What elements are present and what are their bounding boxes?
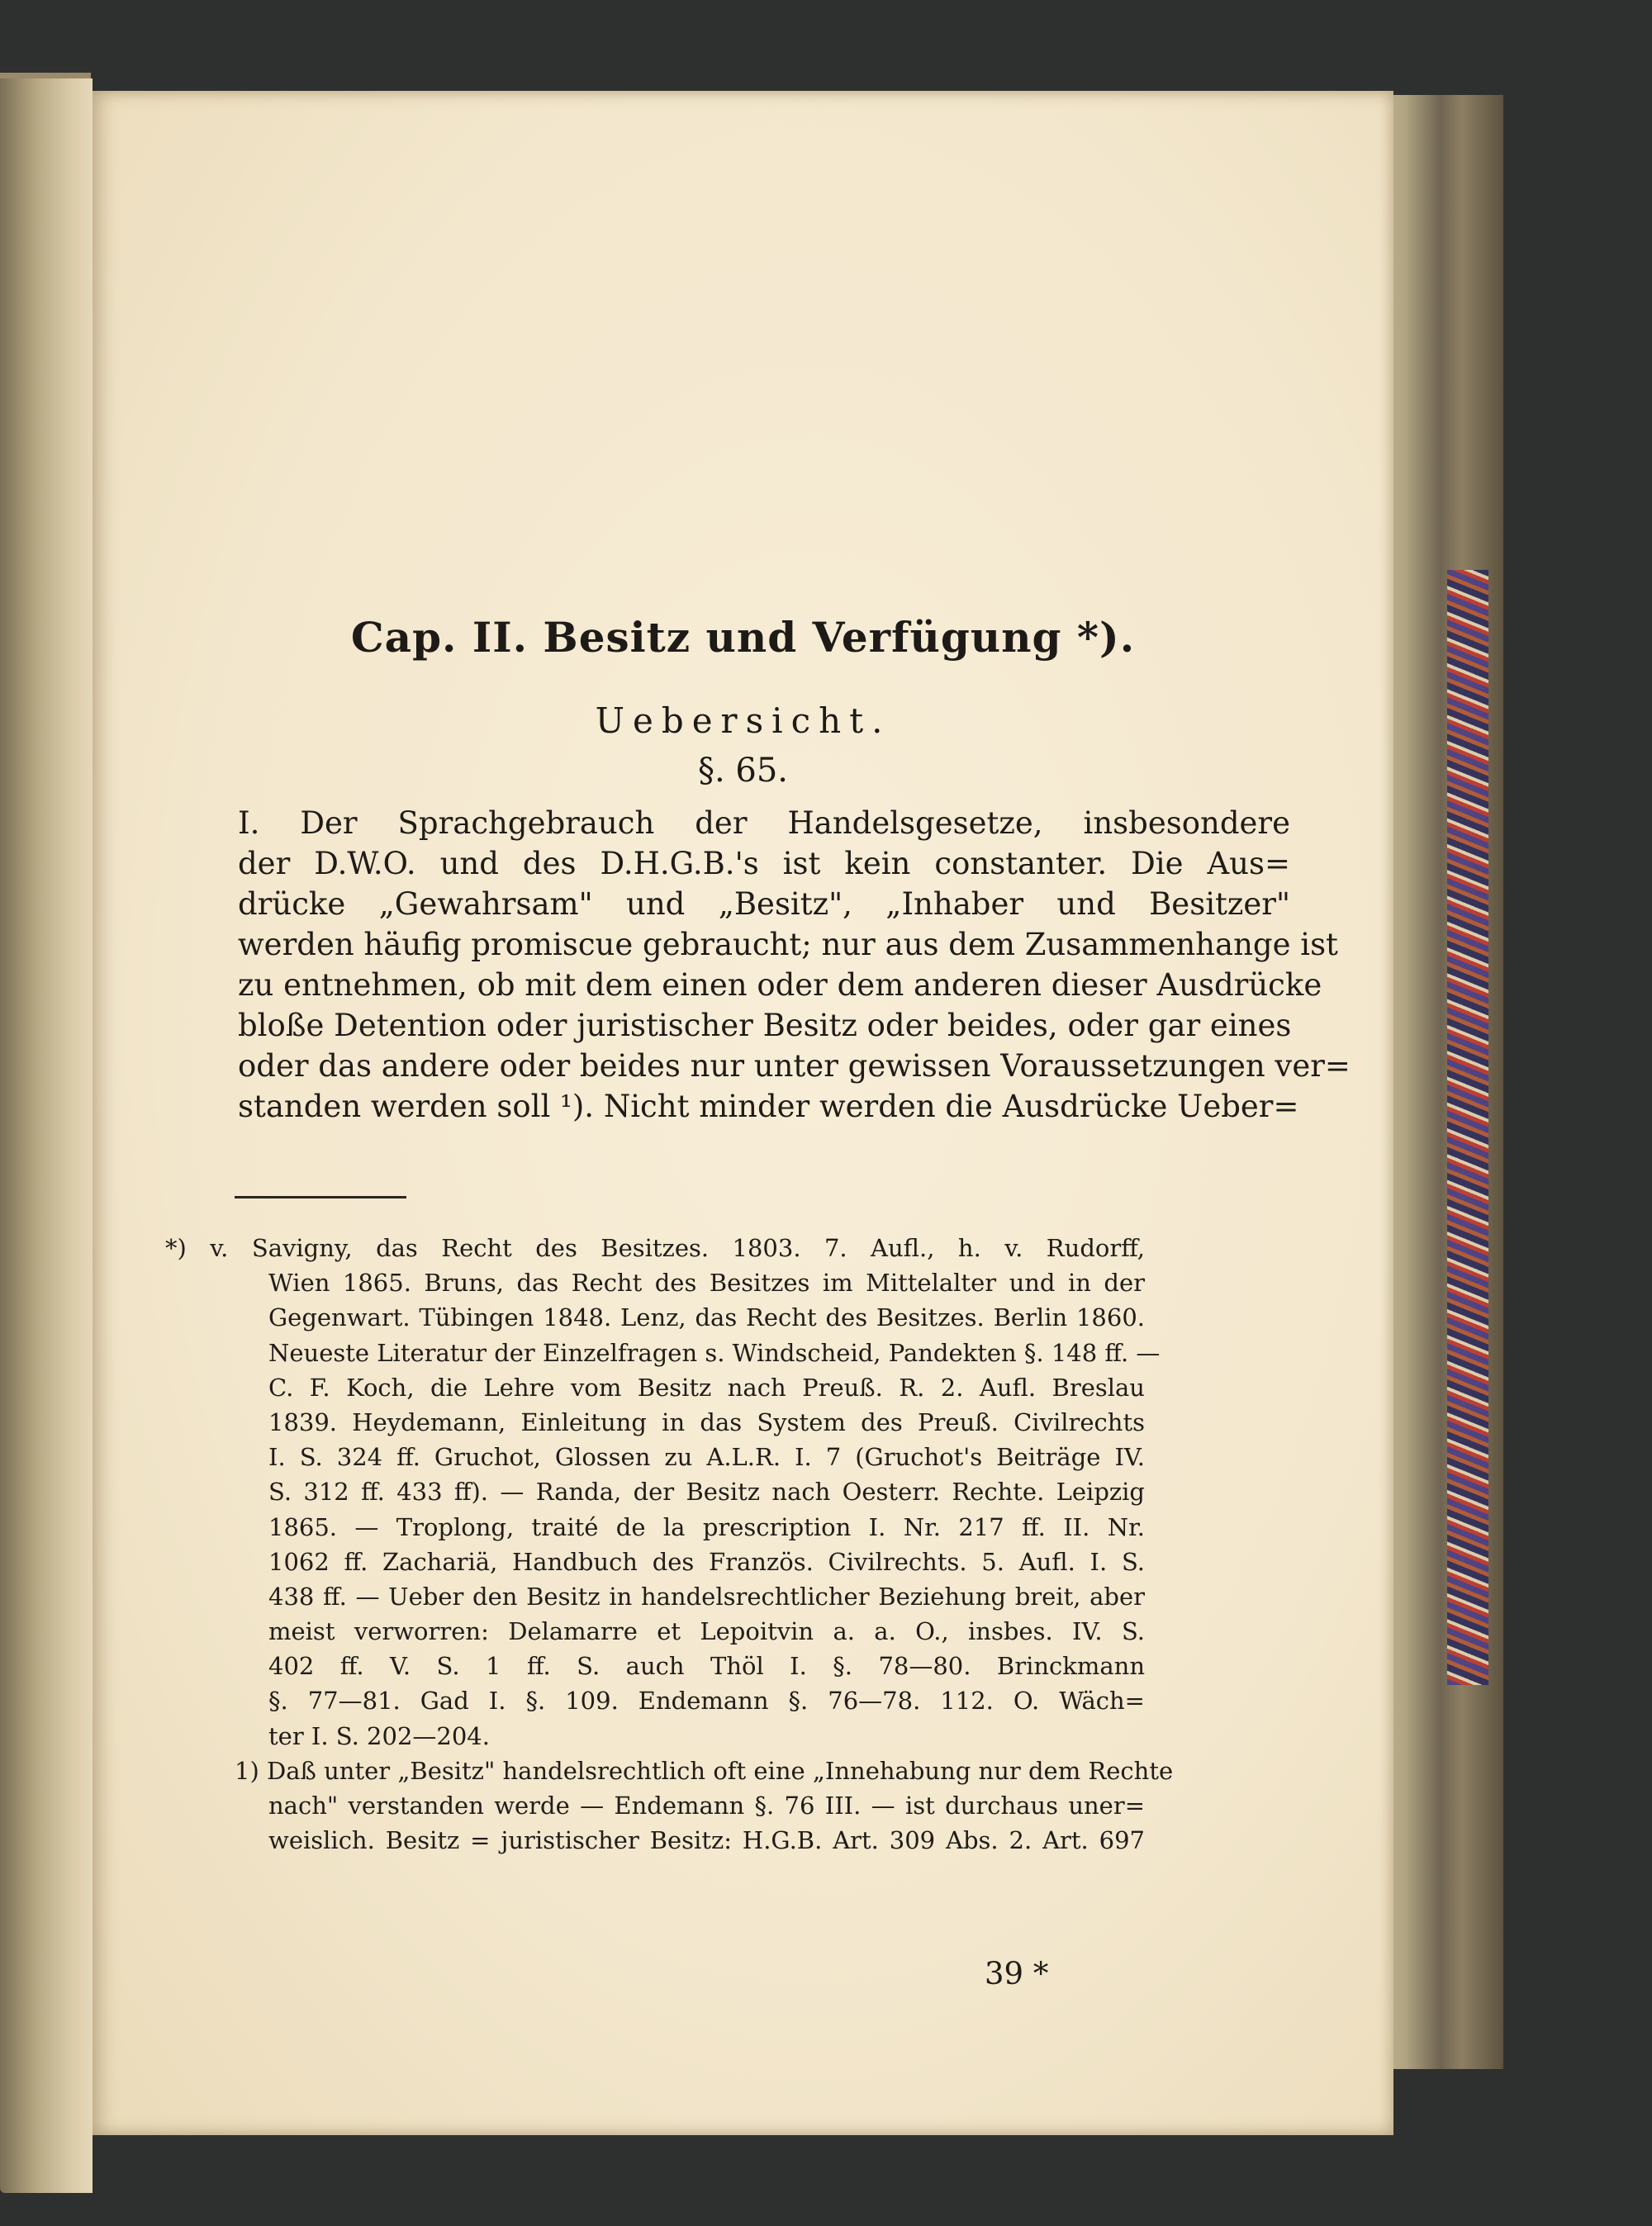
footnote-line: C. F. Koch, die Lehre vom Besitz nach Preuß. R. 2. Aufl. Breslau <box>268 1373 1145 1402</box>
footnote-line: nach" verstanden werde — Endemann §. 76 III. — ist durchaus uner= <box>268 1792 1145 1820</box>
footnote-line: 1839. Heydemann, Einleitung in das System des Preuß. Civilrechts <box>268 1407 1145 1436</box>
chapter-title-text: Cap. II. Besitz und Verfügung <box>350 613 1062 662</box>
page-signature: 39 * <box>985 1956 1049 1991</box>
footnote-line: Neueste Literatur der Einzelfragen s. Windscheid, Pandekten §. 148 ff. — <box>268 1338 1161 1367</box>
section-number: §. 65. <box>697 752 789 790</box>
footnote-line: I. S. 324 ff. Gruchot, Glossen zu A.L.R. I. 7 (Gruchot's Beiträge IV. <box>268 1443 1145 1472</box>
footnote-line: §. 77—81. Gad I. §. 109. Endemann §. 76—78. 112. O. Wäch= <box>268 1687 1145 1716</box>
paragraph-line: drücke „Gewahrsam" und „Besitz", „Inhaber und Besitzer" <box>238 886 1290 922</box>
paragraph-line: zu entnehmen, ob mit dem einen oder dem anderen dieser Ausdrücke <box>238 967 1322 1003</box>
chapter-title <box>93 613 1393 662</box>
footnote-line: 438 ff. — Ueber den Besitz in handelsrechtlicher Beziehung breit, aber <box>268 1582 1145 1611</box>
paragraph-line: standen werden soll ¹). Nicht minder werden die Ausdrücke Ueber= <box>238 1089 1299 1124</box>
footnote-line: *) v. Savigny, das Recht des Besitzes. 1803. 7. Aufl., h. v. Rudorff, <box>165 1234 1145 1262</box>
footnote-line: 1865. — Troplong, traité de la prescription I. Nr. 217 ff. II. Nr. <box>268 1512 1145 1541</box>
paragraph-line: I. Der Sprachgebrauch der Handelsgesetze, insbesondere <box>238 805 1290 841</box>
footnote-line: ter I. S. 202—204. <box>268 1721 490 1750</box>
footnote-line: Wien 1865. Bruns, das Recht des Besitzes im Mittelalter und in der <box>268 1269 1145 1298</box>
previous-page-edge <box>0 78 93 2193</box>
footnote-line: 1) Daß unter „Besitz" handelsrechtlich oft eine „Innehabung nur dem Rechte <box>235 1756 1174 1785</box>
book-page <box>93 91 1393 2135</box>
footnotes <box>165 1231 1290 1858</box>
overview-heading: Uebersicht. <box>595 700 891 741</box>
paragraph-line: bloße Detention oder juristischer Besitz oder beides, oder gar eines <box>238 1008 1292 1043</box>
footnote-separator <box>235 1196 406 1198</box>
footnote-line: meist verworren: Delamarre et Lepoitvin a. a. O., insbes. IV. S. <box>268 1617 1145 1646</box>
footnote-line: 1062 ff. Zachariä, Handbuch des Französ. Civilrechts. 5. Aufl. I. S. <box>268 1547 1145 1576</box>
marbled-fore-edge <box>1447 570 1488 1685</box>
paragraph-line: der D.W.O. und des D.H.G.B.'s ist kein constanter. Die Aus= <box>238 846 1290 881</box>
footnote-line: Gegenwart. Tübingen 1848. Lenz, das Recht des Besitzes. Berlin 1860. <box>268 1303 1145 1332</box>
paragraph-line: werden häufig promiscue gebraucht; nur aus dem Zusammenhange ist <box>238 927 1338 962</box>
paragraph-line: oder das andere oder beides nur unter gewissen Voraussetzungen ver= <box>238 1048 1351 1084</box>
footnote-line: weislich. Besitz = juristischer Besitz: H.G.B. Art. 309 Abs. 2. Art. 697 <box>268 1826 1145 1855</box>
footnote-line: S. 312 ff. 433 ff). — Randa, der Besitz nach Oesterr. Rechte. Leipzig <box>268 1478 1145 1507</box>
footnote-line: 402 ff. V. S. 1 ff. S. auch Thöl I. §. 78—80. Brinckmann <box>268 1652 1145 1681</box>
main-paragraph <box>238 803 1351 1127</box>
chapter-title-footnote-mark: *). <box>1076 613 1136 662</box>
